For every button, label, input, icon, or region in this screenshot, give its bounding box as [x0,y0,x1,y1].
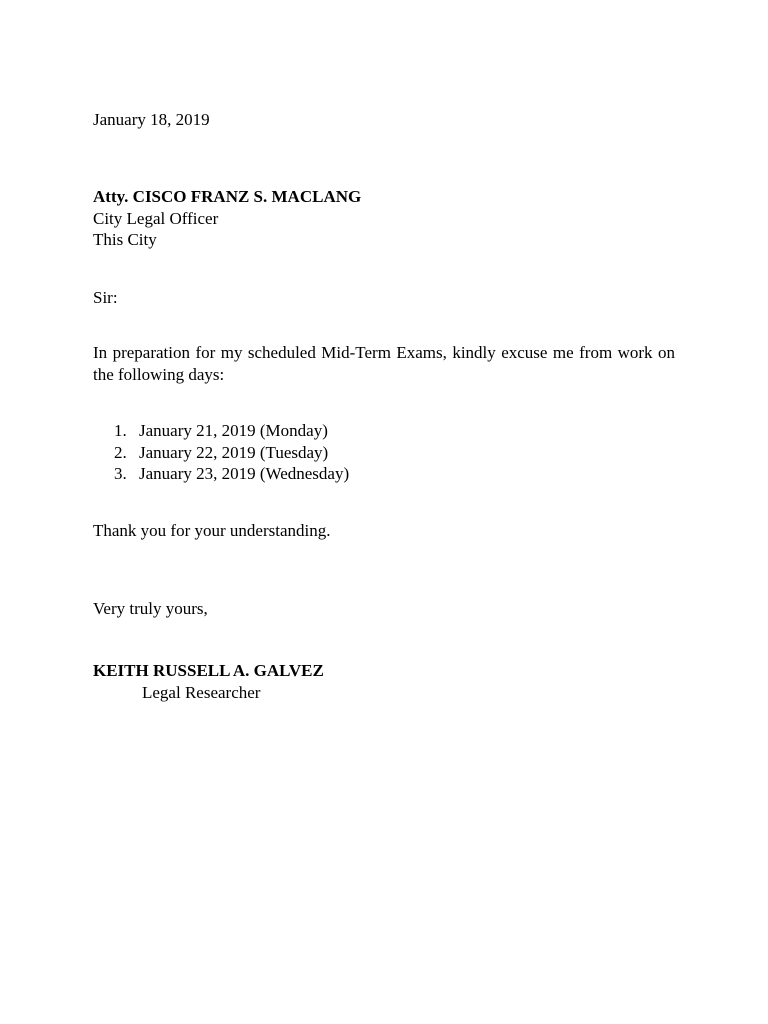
list-item-text: January 22, 2019 (Tuesday) [139,442,329,462]
list-item-number: 3. [114,464,127,483]
list-item-number: 1. [114,421,127,440]
list-item-number: 2. [114,442,127,462]
body-paragraph: In preparation for my scheduled Mid-Term Exams, kindly excuse me from work on the following days: [93,343,675,384]
list-item [93,463,653,485]
list-item [93,420,653,442]
letter-date: January 18, 2019 [93,110,210,129]
list-item-text: January 23, 2019 (Wednesday) [139,464,350,483]
signatory-name: KEITH RUSSELL A. GALVEZ [93,661,324,680]
excused-days-list [93,420,653,485]
list-item-text: January 21, 2019 (Monday) [139,421,328,440]
thanks-line: Thank you for your understanding. [93,521,331,540]
complimentary-close: Very truly yours, [93,599,208,618]
recipient-name: Atty. CISCO FRANZ S. MACLANG [93,187,362,206]
recipient-location: This City [93,230,157,249]
salutation: Sir: [93,288,118,307]
list-item [93,442,653,464]
signatory-title: Legal Researcher [142,683,261,702]
recipient-block [93,186,675,251]
recipient-title: City Legal Officer [93,208,219,228]
